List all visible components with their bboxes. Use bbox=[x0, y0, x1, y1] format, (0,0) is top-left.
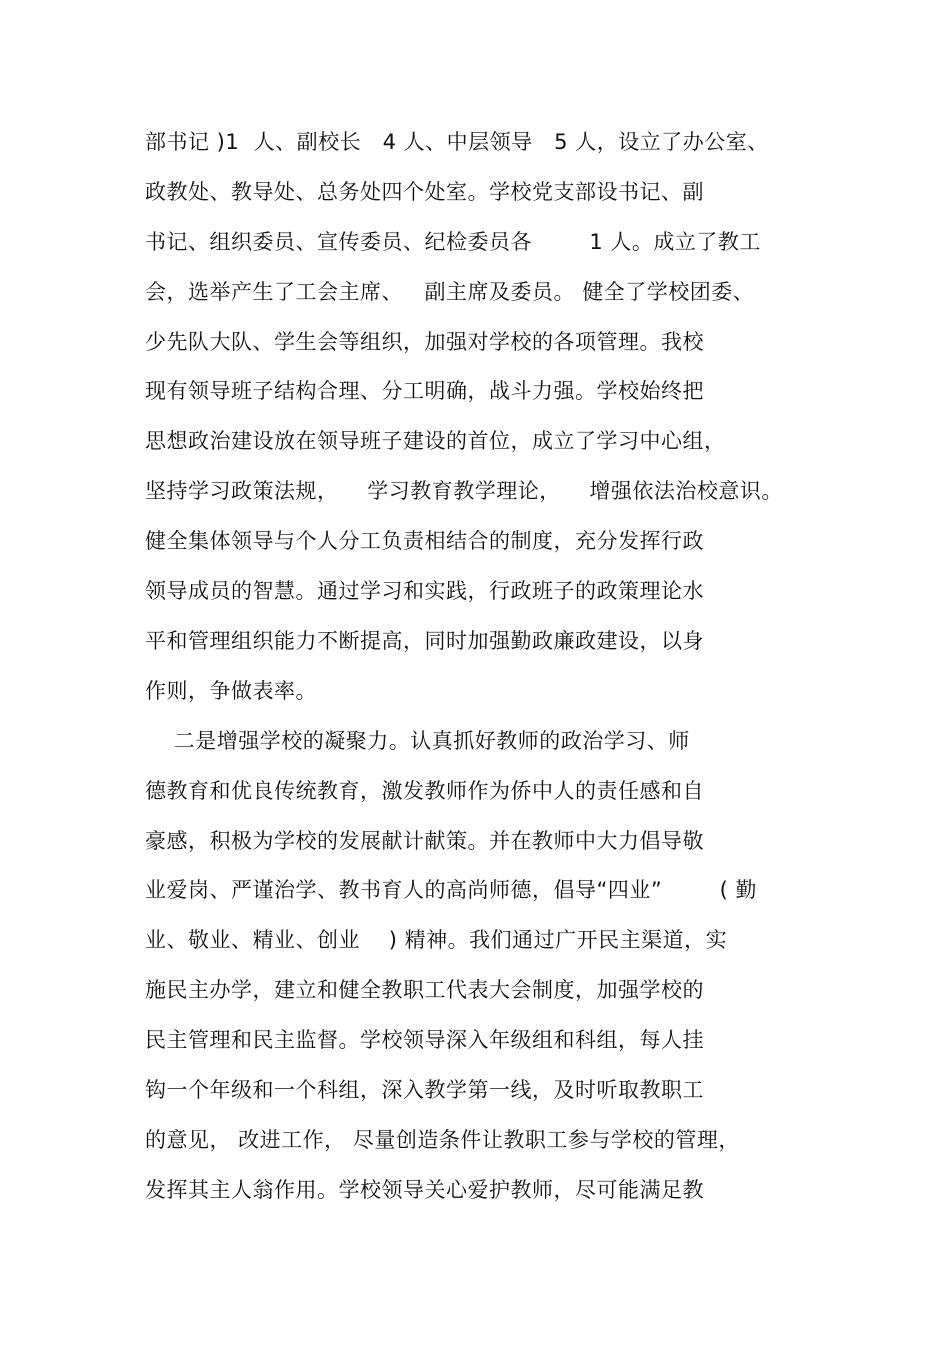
text-line: 业、敬业、精业、创业 ) 精神。我们通过广开民主渠道，实 bbox=[145, 928, 728, 952]
text-line: 少先队大队、学生会等组织，加强对学校的各项管理。我校 bbox=[145, 330, 704, 354]
paragraph-start-line: 二是增强学校的凝聚力。认真抓好教师的政治学习、师 bbox=[145, 729, 690, 753]
text-line: 政教处、教导处、总务处四个处室。学校党支部设书记、副 bbox=[145, 180, 704, 204]
text-line: 施民主办学，建立和健全教职工代表大会制度，加强学校的 bbox=[145, 978, 704, 1002]
text-line: 发挥其主人翁作用。学校领导关心爱护教师，尽可能满足教 bbox=[145, 1178, 704, 1202]
text-line: 健全集体领导与个人分工负责相结合的制度，充分发挥行政 bbox=[145, 529, 704, 553]
text-line: 会，选举产生了工会主席、 副主席及委员。 健全了学校团委、 bbox=[145, 280, 755, 304]
text-line: 作则，争做表率。 bbox=[145, 679, 317, 703]
text-line: 部书记 )1 人、副校长 4 人、中层领导 5 人，设立了办公室、 bbox=[145, 130, 769, 154]
text-line: 思想政治建设放在领导班子建设的首位，成立了学习中心组， bbox=[145, 429, 726, 453]
text-line: 坚持学习政策法规， 学习教育教学理论， 增强依法治校意识。 bbox=[145, 479, 783, 503]
text-line: 业爱岗、严谨治学、教书育人的高尚师德，倡导“四业” ( 勤 bbox=[145, 878, 758, 902]
text-line: 领导成员的智慧。通过学习和实践，行政班子的政策理论水 bbox=[145, 579, 704, 603]
text-line: 的意见， 改进工作， 尽量创造条件让教职工参与学校的管理， bbox=[145, 1128, 740, 1152]
text-line: 钩一个年级和一个科组，深入教学第一线，及时听取教职工 bbox=[145, 1078, 704, 1102]
text-line: 书记、组织委员、宣传委员、纪检委员各 1 人。成立了教工 bbox=[145, 230, 761, 254]
text-line: 平和管理组织能力不断提高，同时加强勤政廉政建设，以身 bbox=[145, 629, 704, 653]
text-line: 豪感，积极为学校的发展献计献策。并在教师中大力倡导敬 bbox=[145, 829, 704, 853]
text-line: 现有领导班子结构合理、分工明确，战斗力强。学校始终把 bbox=[145, 379, 704, 403]
text-line: 德教育和优良传统教育，激发教师作为侨中人的责任感和自 bbox=[145, 779, 704, 803]
text-line: 民主管理和民主监督。学校领导深入年级组和科组，每人挂 bbox=[145, 1028, 704, 1052]
